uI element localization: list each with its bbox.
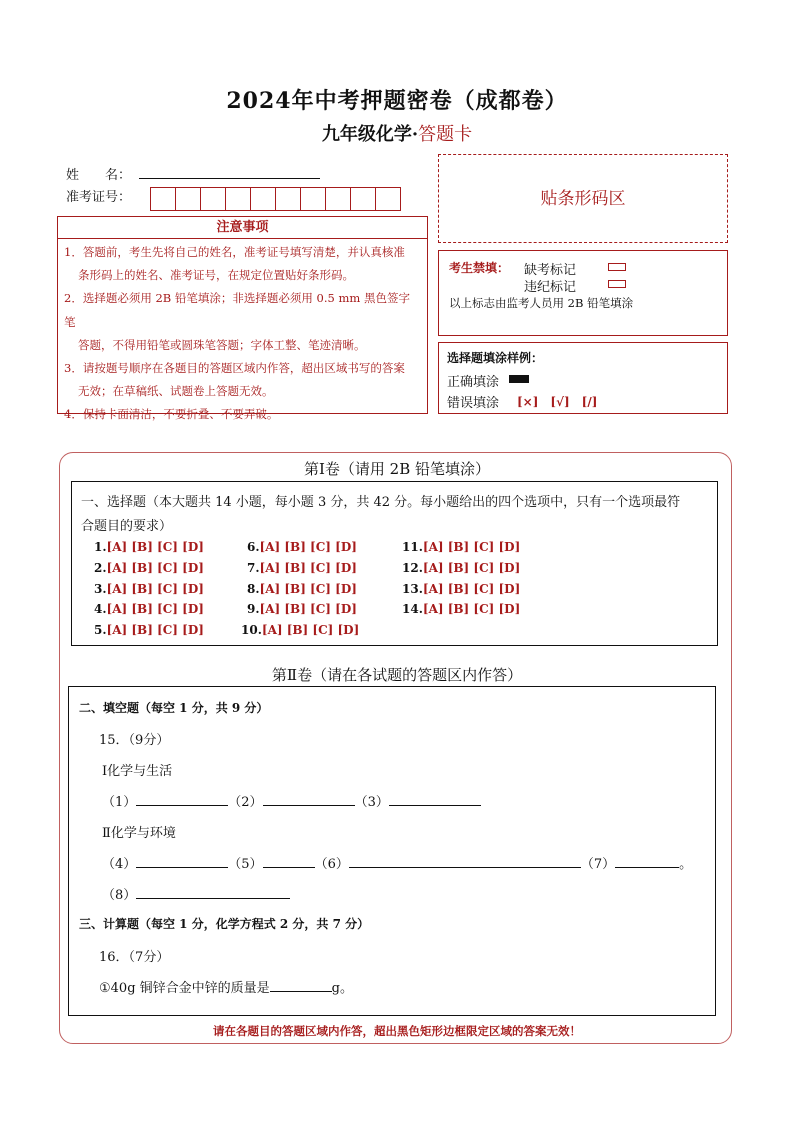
notice-item: 1．答题前，考生先将自己的姓名，准考证号填写清楚，并认真核准: [64, 245, 405, 259]
mc-question-number: 5.: [94, 623, 107, 637]
filled-mark-sample: [509, 375, 529, 383]
sample-wrong-label: 错误填涂: [447, 396, 500, 411]
mc-options[interactable]: [A] [B] [C] [D]: [106, 623, 204, 637]
forbid-label: 考生禁填：: [449, 261, 510, 275]
mc-options[interactable]: [A] [B] [C] [D]: [422, 602, 521, 616]
violation-mark-label: 违纪标记: [524, 280, 577, 295]
blank-2-label: （2）: [228, 795, 263, 810]
notice-item: 条形码上的姓名、准考证号，在规定位置贴好条形码。: [78, 268, 354, 283]
mc-question[interactable]: [94, 540, 204, 554]
mc-options[interactable]: [A] [B] [C] [D]: [259, 540, 357, 554]
footer-note: 请在各题目的答题区域内作答，超出黑色矩形边框限定区域的答案无效！: [213, 1024, 581, 1038]
barcode-area: 贴条形码区: [438, 154, 728, 243]
mc-instructions-cont: 合题目的要求）: [81, 519, 173, 534]
free-response-box: [68, 686, 716, 1016]
sample-correct-label: 正确填涂: [447, 375, 500, 390]
mc-question[interactable]: [402, 561, 520, 575]
name-field[interactable]: [139, 178, 320, 179]
mc-options[interactable]: [A] [B] [C] [D]: [422, 540, 521, 554]
calc-heading: 三、计算题（每空 1 分，化学方程式 2 分，共 7 分）: [79, 917, 370, 931]
blank-6-label: （6）: [314, 857, 349, 872]
id-digit-box[interactable]: [150, 187, 176, 211]
id-digit-box[interactable]: [225, 187, 251, 211]
id-digit-box[interactable]: [175, 187, 201, 211]
blank-row-3: [102, 884, 290, 903]
mc-options[interactable]: [A] [B] [C] [D]: [106, 561, 204, 575]
mc-question[interactable]: [402, 582, 520, 596]
mc-options[interactable]: [A] [B] [C] [D]: [261, 623, 360, 637]
blank-row-2: [102, 853, 692, 872]
blank-7-period: 。: [679, 857, 693, 872]
notice-panel: [57, 216, 428, 422]
mc-question[interactable]: [94, 561, 204, 575]
mc-question-number: 3.: [94, 582, 107, 596]
mc-options[interactable]: [A] [B] [C] [D]: [422, 561, 521, 575]
mc-question[interactable]: [94, 623, 204, 637]
subtitle-main: 九年级化学·: [321, 124, 419, 145]
notice-item: 无效；在草稿纸、试题卷上答题无效。: [78, 384, 274, 399]
fill-sample-panel: [438, 342, 728, 414]
mc-question-number: 4.: [94, 602, 107, 616]
blank-3-label: （3）: [354, 795, 389, 810]
name-label: 姓 名：: [66, 168, 132, 183]
blank-row-1: [102, 791, 481, 810]
blank-3-line[interactable]: [389, 792, 481, 806]
mc-question[interactable]: [247, 561, 357, 575]
mc-question[interactable]: [94, 602, 204, 616]
violation-mark-box[interactable]: [608, 280, 626, 288]
blank-2-line[interactable]: [263, 792, 355, 806]
mc-options[interactable]: [A] [B] [C] [D]: [106, 582, 204, 596]
sample-wrong-marks: [×] [√] [/]: [517, 395, 598, 409]
q16-1-suffix: g。: [331, 981, 353, 996]
id-digit-box[interactable]: [325, 187, 351, 211]
subtitle-accent: 答题卡: [418, 124, 473, 145]
q16-1-prefix: ①40g 铜锌合金中锌的质量是: [99, 981, 270, 996]
mc-question-number: 8.: [247, 582, 260, 596]
blank-7-label: （7）: [580, 857, 616, 872]
absent-mark-label: 缺考标记: [524, 263, 577, 278]
q15-sub2: Ⅱ化学与环境: [102, 826, 176, 841]
part1-title: 第Ⅰ卷（请用 2B 铅笔填涂）: [303, 460, 491, 478]
blank-7-line[interactable]: [615, 854, 679, 868]
mc-question-number: 2.: [94, 561, 107, 575]
mc-question[interactable]: [247, 582, 357, 596]
mc-question[interactable]: [402, 540, 520, 554]
notice-item: 2．选择题必须用 2B 铅笔填涂；非选择题必须用 0.5 mm 黑色签字笔: [64, 291, 410, 329]
q15-label: 15．（9分）: [99, 733, 170, 748]
id-digit-box[interactable]: [250, 187, 276, 211]
notice-item: 3．请按题号顺序在各题目的答题区域内作答，超出区域书写的答案: [64, 361, 405, 376]
blank-5-label: （5）: [228, 857, 263, 872]
sample-title: 选择题填涂样例：: [447, 351, 544, 365]
mc-question-number: 9.: [247, 602, 260, 616]
blank-4-label: （4）: [102, 857, 137, 872]
proctor-marks-panel: [438, 250, 728, 336]
mc-question[interactable]: [402, 602, 520, 616]
forbid-note: 以上标志由监考人员用 2B 铅笔填涂: [449, 296, 634, 310]
blank-4-line[interactable]: [136, 854, 228, 868]
q15-sub1: Ⅰ化学与生活: [102, 764, 173, 779]
mc-question-number: 1.: [94, 540, 107, 554]
q16-row-1: [99, 977, 353, 996]
blank-8-label: （8）: [102, 888, 137, 903]
blank-8-line[interactable]: [136, 885, 290, 899]
blank-1-label: （1）: [102, 795, 137, 810]
mc-question-number: 12.: [402, 561, 423, 575]
mc-options[interactable]: [A] [B] [C] [D]: [106, 602, 204, 616]
mc-options[interactable]: [A] [B] [C] [D]: [106, 540, 204, 554]
mc-question-number: 7.: [247, 561, 260, 575]
absent-mark-box[interactable]: [608, 263, 626, 271]
blank-5-line[interactable]: [263, 854, 315, 868]
id-digit-box[interactable]: [350, 187, 376, 211]
q16-label: 16．（7分）: [99, 950, 170, 965]
mc-question[interactable]: [241, 623, 359, 637]
q16-1-line[interactable]: [270, 978, 332, 992]
mc-question[interactable]: [94, 582, 204, 596]
page-subtitle: [0, 120, 794, 146]
exam-id-boxes[interactable]: [151, 187, 401, 211]
mc-question-number: 14.: [402, 602, 423, 616]
mc-question-number: 6.: [247, 540, 260, 554]
mc-options[interactable]: [A] [B] [C] [D]: [259, 582, 357, 596]
id-digit-box[interactable]: [275, 187, 301, 211]
id-digit-box[interactable]: [200, 187, 226, 211]
mc-question-number: 11.: [402, 540, 423, 554]
mc-options[interactable]: [A] [B] [C] [D]: [259, 561, 357, 575]
mc-question-number: 10.: [241, 623, 262, 637]
notice-heading: 注意事项: [58, 217, 427, 239]
notice-item: 答题，不得用铅笔或圆珠笔答题；字体工整、笔迹清晰。: [78, 337, 366, 352]
blank-6-line[interactable]: [349, 854, 581, 868]
notice-item: 4．保持卡面清洁，不要折叠、不要弄破。: [64, 407, 279, 422]
mc-options[interactable]: [A] [B] [C] [D]: [259, 602, 357, 616]
id-digit-box[interactable]: [375, 187, 401, 211]
part2-title: 第Ⅱ卷（请在各试题的答题区内作答）: [271, 666, 523, 684]
multiple-choice-box: [71, 481, 718, 646]
page-title: 2024年中考押题密卷（成都卷）: [226, 88, 568, 114]
blank-1-line[interactable]: [136, 792, 228, 806]
mc-options[interactable]: [A] [B] [C] [D]: [422, 582, 521, 596]
mc-question[interactable]: [247, 602, 357, 616]
id-label: 准考证号：: [66, 190, 132, 205]
id-digit-box[interactable]: [300, 187, 326, 211]
mc-question[interactable]: [247, 540, 357, 554]
mc-question-number: 13.: [402, 582, 423, 596]
mc-instructions: 一、选择题（本大题共 14 小题，每小题 3 分，共 42 分。每小题给出的四个选项中，只有一个选项最符: [81, 495, 681, 510]
fill-heading: 二、填空题（每空 1 分，共 9 分）: [79, 701, 269, 715]
